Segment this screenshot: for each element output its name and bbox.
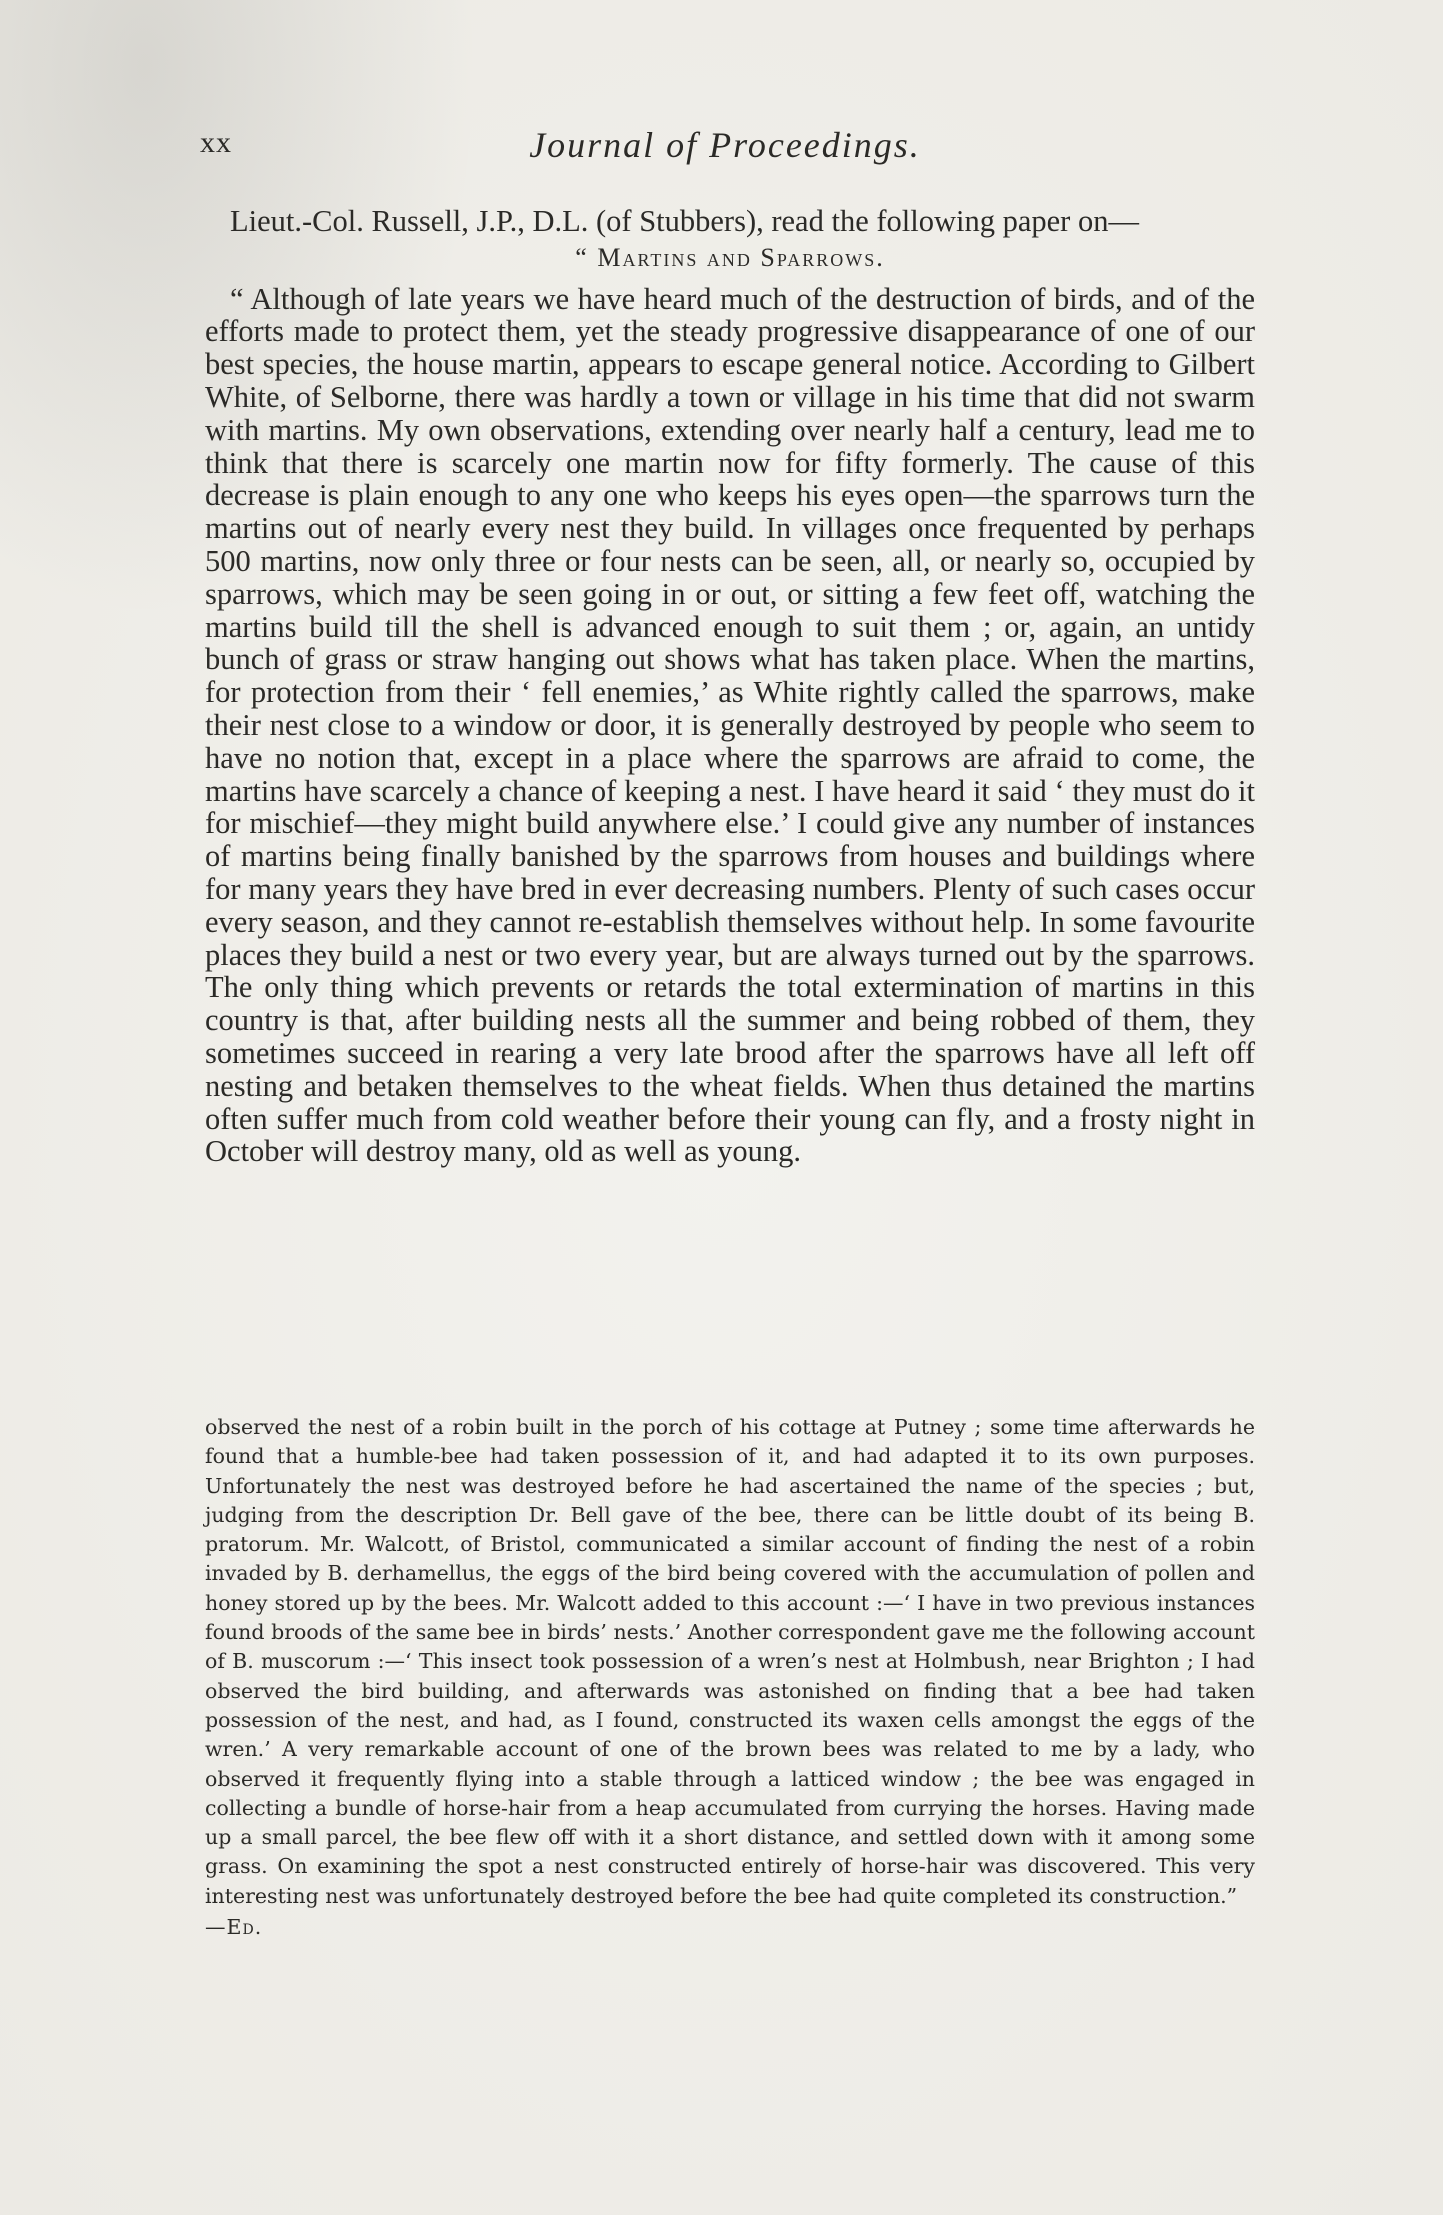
paper-heading: “ Martins and Sparrows. bbox=[575, 242, 885, 272]
main-text bbox=[205, 205, 1255, 1168]
body-paragraph: “ Although of late years we have heard much of the destruction of birds, and of the efforts made to protect them, yet the steady progressive disappearance of one of our best species, the house martin, appears to escape general notice. According to Gilbert White, of Selborne, there was hardly a town or village in his time that did not swarm with martins. My own observations, extending over nearly half a century, lead me to think that there is scarcely one martin now for fifty formerly. The cause of this decrease is plain enough to any one who keeps his eyes open—the sparrows turn the martins out of nearly every nest they build. In villages once frequented by perhaps 500 martins, now only three or four nests can be seen, all, or nearly so, occupied by sparrows, which may be seen going in or out, or sitting a few feet off, watching the martins build till the shell is advanced enough to suit them ; or, again, an untidy bunch of grass or straw hanging out shows what has taken place. When the martins, for protection from their ‘ fell enemies,’ as White rightly called the sparrows, make their nest close to a window or door, it is generally destroyed by people who seem to have no notion that, except in a place where the sparrows are afraid to come, the martins have scarcely a chance of keeping a nest. I have heard it said ‘ they must do it for mischief—they might build anywhere else.’ I could give any number of instances of martins being finally banished by the sparrows from houses and buildings where for many years they have bred in ever decreasing numbers. Plenty of such cases occur every season, and they cannot re-establish themselves without help. In some favourite places they build a nest or two every year, but are always turned out by the sparrows. The only thing which prevents or retards the total extermination of martins in this country is that, after building nests all the summer and being robbed of them, they sometimes succeed in rearing a very late brood after the sparrows have all left off nesting and betaken themselves to the wheat fields. When thus detained the martins often suffer much from cold weather before their young can fly, and a frosty night in October will destroy many, old as well as young. bbox=[205, 281, 1255, 1169]
footnote-paragraph: observed the nest of a robin built in the porch of his cottage at Putney ; some time afterwards he found that a humble-bee had taken possession of it, and had adapted it to its own purposes. Unfortunately the nest was destroyed before he had ascertained the name of the species ; but, judging from the description Dr. Bell gave of the bee, there can be little doubt of its being B. pratorum. Mr. Walcott, of Bristol, communicated a similar account of finding the nest of a robin invaded by B. derhamellus, the eggs of the bird being covered with the accumulation of pollen and honey stored up by the bees. Mr. Walcott added to this account :—‘ I have in two previous instances found broods of the same bee in birds’ nests.’ Another correspondent gave me the following account of B. muscorum :—‘ This insect took possession of a wren’s nest at Holmbush, near Brighton ; I had observed the bird building, and afterwards was astonished on finding that a bee had taken possession of the nest, and had, as I found, constructed its waxen cells amongst the eggs of the wren.’ A very remarkable account of one of the brown bees was related to me by a lady, who observed it frequently flying into a stable through a latticed window ; the bee was engaged in collecting a bundle of horse-hair from a heap accumulated from currying the horses. Having made up a small parcel, the bee flew off with it a short distance, and settled down with it among some grass. On examining the spot a nest constructed entirely of horse-hair was discovered. This very interesting nest was unfortunately destroyed before the bee had quite completed its construction.” bbox=[205, 1415, 1255, 1908]
editor-signature: —Ed. bbox=[205, 1915, 263, 1940]
page-number: xx bbox=[200, 126, 232, 159]
intro-paragraph: Lieut.-Col. Russell, J.P., D.L. (of Stubbers), read the following paper on— bbox=[230, 204, 1139, 238]
footnote-text bbox=[205, 1413, 1255, 1942]
running-head bbox=[200, 126, 1250, 166]
journal-title: Journal of Proceedings. bbox=[529, 125, 921, 165]
